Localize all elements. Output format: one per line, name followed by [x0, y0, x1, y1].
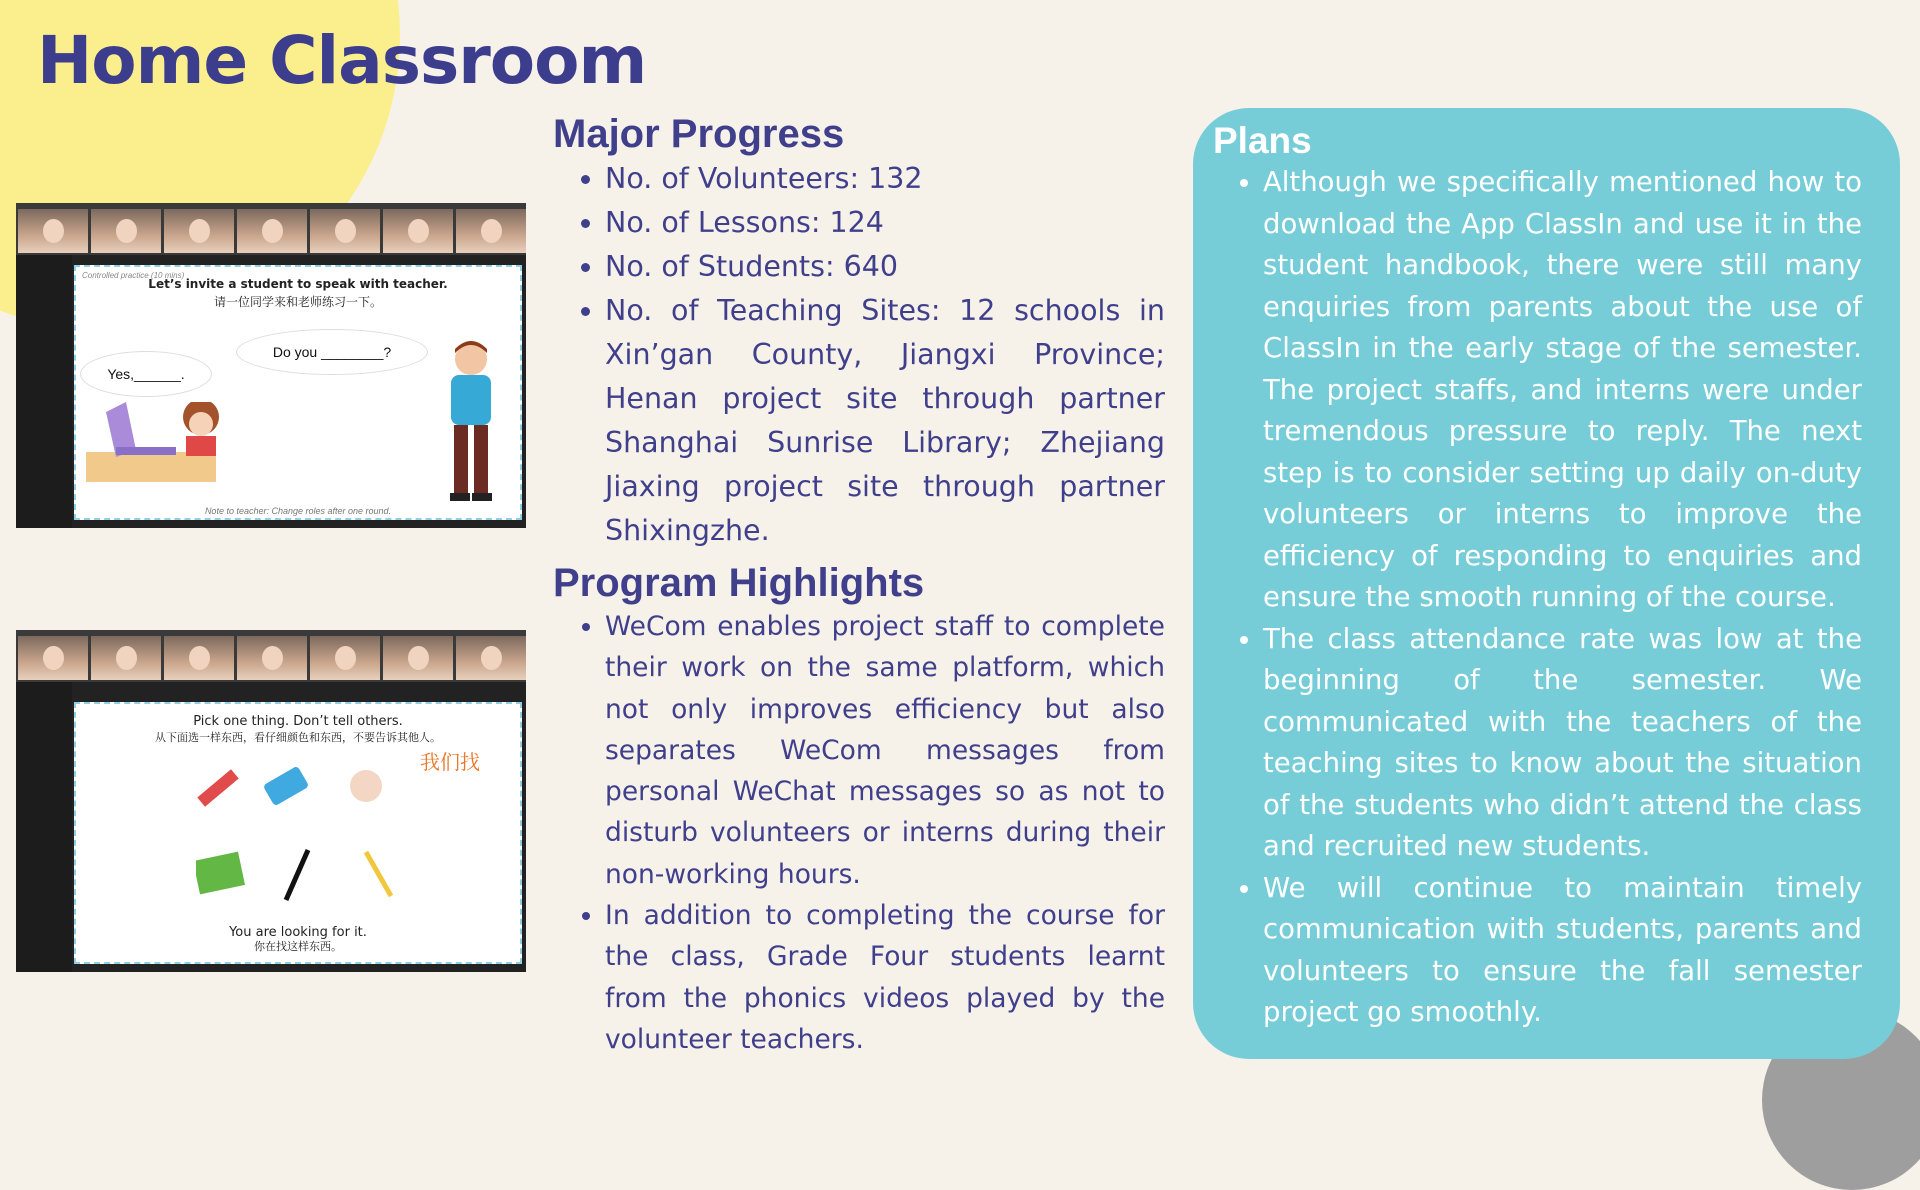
- list-item: • Although we specifically mentioned how to download the App ClassIn and use it in the student handbook, there were still many enquiries from parents about the use of ClassIn in the early stage of the semester. The project staffs, and interns were under tremendous pressure to reply. The next step is to consider setting up daily on-duty volunteers or interns to improve the efficiency of responding to enquiries and ensure the smooth running of the course.: [1263, 162, 1862, 619]
- list-item: • We will continue to maintain timely communication with students, parents and volunteers to ensure the fall semester project go smoothly.: [1263, 868, 1862, 1034]
- slide-instruction-chinese: 从下面选一样东西，看仔细颜色和东西，不要告诉其他人。: [155, 731, 441, 744]
- participant-video: [91, 209, 161, 253]
- participant-video: [164, 636, 234, 680]
- participant-video: [383, 636, 453, 680]
- participant-video: [18, 636, 88, 680]
- participant-video: [164, 209, 234, 253]
- eraser-icon: [350, 770, 382, 802]
- list-item: • No. of Students: 640: [605, 245, 1165, 289]
- participant-video: [18, 209, 88, 253]
- participant-video: [237, 636, 307, 680]
- plans-list: [1213, 162, 1862, 1034]
- list-item: • The class attendance rate was low at the beginning of the semester. We communicated with the teachers of the teaching sites to know about the situation of the students who didn’t attend the class and recruited new students.: [1263, 619, 1862, 868]
- girl-at-laptop-illustration: [86, 402, 226, 492]
- speech-bubble-question: Do you ________?: [236, 329, 428, 375]
- participant-video: [456, 209, 526, 253]
- lesson-slide: [74, 702, 522, 964]
- slide-corner-note: Controlled practice (10 mins): [82, 271, 185, 280]
- class-screenshot-guessing-game: [16, 630, 526, 972]
- object-pictures: [196, 764, 416, 904]
- handwritten-annotation: 我们找: [420, 752, 480, 774]
- major-progress-heading: Major Progress: [553, 112, 845, 156]
- teacher-illustration: [436, 341, 506, 511]
- plans-heading: Plans: [1213, 120, 1312, 161]
- lesson-slide: [74, 265, 522, 520]
- participant-video-strip: [16, 203, 526, 255]
- slide-instruction: Pick one thing. Don’t tell others.: [193, 714, 403, 729]
- participant-video: [237, 209, 307, 253]
- slide-caption: You are looking for it.: [229, 925, 367, 940]
- class-screenshot-speaking-practice: [16, 203, 526, 528]
- list-item: • No. of Lessons: 124: [605, 201, 1165, 245]
- speech-bubble-answer: Yes,______.: [80, 351, 212, 397]
- program-highlights-heading: Program Highlights: [553, 561, 925, 605]
- list-item: • WeCom enables project staff to complete their work on the same platform, which not only improves efficiency but also separates WeCom messages from personal WeChat messages so as not to disturb volunteers or interns during their non-working hours.: [605, 606, 1165, 895]
- list-item: • No. of Volunteers: 132: [605, 157, 1165, 201]
- participant-video: [383, 209, 453, 253]
- progress-and-highlights-column: [553, 112, 1165, 1060]
- plans-panel: [1193, 108, 1900, 1059]
- pencil-icon: [366, 852, 391, 896]
- participant-video: [91, 636, 161, 680]
- class-side-panel: [16, 682, 72, 972]
- list-item: • In addition to completing the course for the class, Grade Four students learnt from the phonics videos played by the volunteer teachers.: [605, 895, 1165, 1060]
- participant-video-strip: [16, 630, 526, 682]
- slide-footnote: Note to teacher: Change roles after one round.: [204, 506, 392, 516]
- major-progress-list: [553, 157, 1165, 553]
- ruler-icon: [197, 769, 238, 806]
- slide-instruction: Let’s invite a student to speak with teacher.: [148, 277, 448, 291]
- notebook-icon: [196, 852, 245, 895]
- participant-video: [310, 636, 380, 680]
- page-title: Home Classroom: [37, 22, 647, 99]
- slide-instruction-chinese: 请一位同学来和老师练习一下。: [213, 295, 382, 309]
- participant-video: [310, 209, 380, 253]
- program-highlights-list: [553, 606, 1165, 1060]
- pen-icon: [286, 850, 308, 900]
- pencil-case-icon: [263, 766, 310, 807]
- slide-caption-chinese: 你在找这样东西。: [254, 940, 342, 953]
- participant-video: [456, 636, 526, 680]
- list-item: • No. of Teaching Sites: 12 schools in Xin’gan County, Jiangxi Province; Henan project site through partner Shanghai Sunrise Library; Zhejiang Jiaxing project site through partner Shixingzhe.: [605, 289, 1165, 553]
- class-side-panel: [16, 255, 72, 528]
